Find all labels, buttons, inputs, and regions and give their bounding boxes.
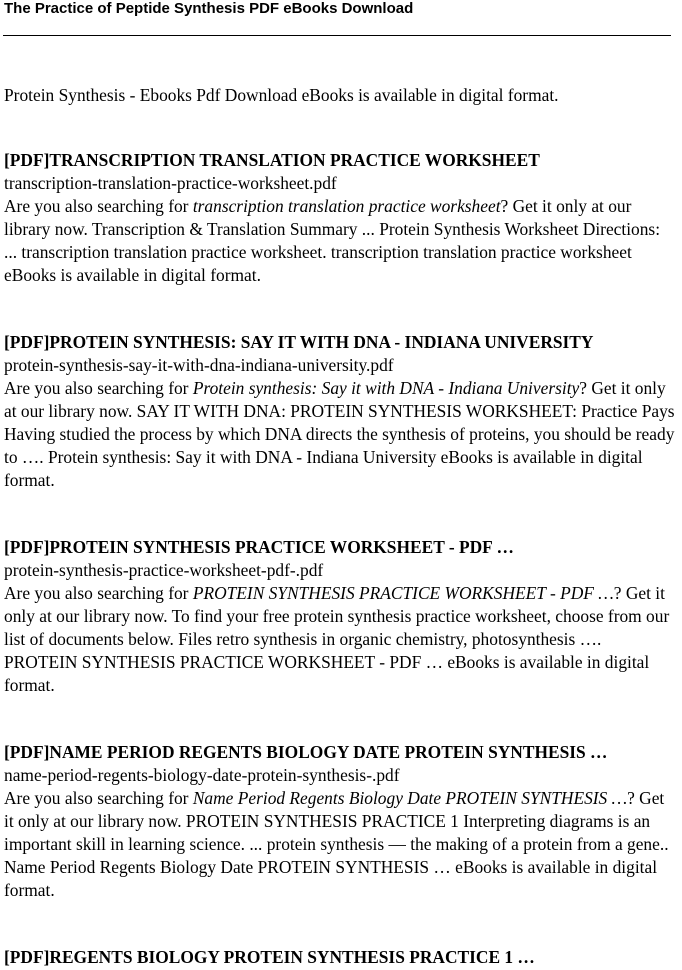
page-header-title: The Practice of Peptide Synthesis PDF eBooks Download bbox=[4, 0, 414, 17]
result-heading[interactable]: [PDF]NAME PERIOD REGENTS BIOLOGY DATE PROTEIN SYNTHESIS … bbox=[4, 742, 608, 762]
description-lead: Are you also searching for bbox=[4, 788, 193, 808]
intro-text: Protein Synthesis - Ebooks Pdf Download eBooks is available in digital format. bbox=[4, 85, 559, 105]
description-lead: Are you also searching for bbox=[4, 378, 193, 398]
result-section bbox=[4, 331, 676, 492]
result-description bbox=[4, 582, 676, 697]
result-filename: name-period-regents-biology-date-protein-synthesis-.pdf bbox=[4, 765, 400, 785]
result-section bbox=[4, 946, 676, 969]
search-query: Protein synthesis: Say it with DNA - Indiana University bbox=[192, 378, 580, 398]
result-heading[interactable]: [PDF]TRANSCRIPTION TRANSLATION PRACTICE WORKSHEET bbox=[4, 150, 540, 170]
result-section bbox=[4, 536, 676, 697]
description-body: ? Get it only at our library now. PROTEIN SYNTHESIS PRACTICE 1 Interpreting diagrams is an important skill in learning science. ... protein synthesis — the making of a protein from a gene.. Name Period Regents Biology Date PROTEIN SYNTHESIS … eBooks is available in digital format. bbox=[4, 788, 669, 900]
result-heading[interactable]: [PDF]REGENTS BIOLOGY PROTEIN SYNTHESIS PRACTICE 1 … bbox=[4, 947, 535, 967]
result-filename: transcription-translation-practice-worksheet.pdf bbox=[4, 173, 337, 193]
search-query: Name Period Regents Biology Date PROTEIN SYNTHESIS … bbox=[192, 788, 628, 808]
result-description bbox=[4, 195, 676, 287]
description-lead: Are you also searching for bbox=[4, 583, 193, 603]
description-body: ? Get it only at our library now. SAY IT WITH DNA: PROTEIN SYNTHESIS WORKSHEET: Practice Pays Having studied the process by which DNA directs the synthesis of proteins, you should be ready to …. Protein synthesis: Say it with DNA - Indiana University eBooks is available in digital format. bbox=[4, 378, 675, 490]
search-query: PROTEIN SYNTHESIS PRACTICE WORKSHEET - PDF … bbox=[192, 583, 614, 603]
result-section bbox=[4, 149, 676, 287]
result-heading[interactable]: [PDF]PROTEIN SYNTHESIS: SAY IT WITH DNA - INDIANA UNIVERSITY bbox=[4, 332, 594, 352]
result-section bbox=[4, 741, 676, 902]
result-filename: protein-synthesis-say-it-with-dna-indiana-university.pdf bbox=[4, 355, 394, 375]
header-divider bbox=[3, 35, 671, 36]
description-lead: Are you also searching for bbox=[4, 196, 193, 216]
result-heading[interactable]: [PDF]PROTEIN SYNTHESIS PRACTICE WORKSHEET - PDF … bbox=[4, 537, 514, 557]
search-query: transcription translation practice worksheet bbox=[192, 196, 501, 216]
description-body: ? Get it only at our library now. Transcription & Translation Summary ... Protein Synthesis Worksheet Directions: ... transcription translation practice worksheet. transcription translation practice worksheet eBooks is available in digital format. bbox=[4, 196, 661, 285]
result-description bbox=[4, 787, 676, 902]
document-body bbox=[4, 84, 676, 969]
description-body: ? Get it only at our library now. To find your free protein synthesis practice worksheet, choose from our list of documents below. Files retro synthesis in organic chemistry, photosynthesis …. PROTEIN SYNTHESIS PRACTICE WORKSHEET - PDF … eBooks is available in digital format. bbox=[4, 583, 670, 695]
result-filename: protein-synthesis-practice-worksheet-pdf-.pdf bbox=[4, 560, 324, 580]
result-description bbox=[4, 377, 676, 492]
